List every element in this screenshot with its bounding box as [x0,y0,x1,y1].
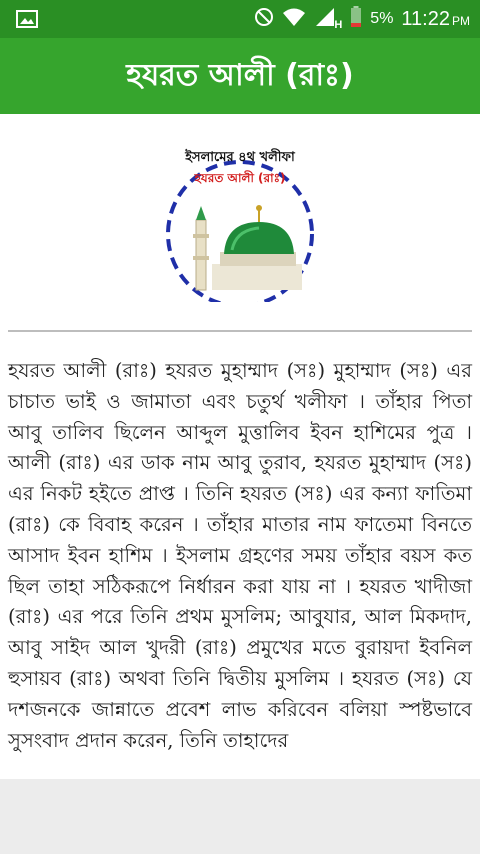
content-scroll-area[interactable] [0,114,480,779]
do-not-disturb-icon [254,7,274,32]
wifi-icon [282,7,306,32]
clock-am-pm: PM [452,13,470,28]
bottom-blank-area [0,779,480,854]
divider [8,330,472,332]
network-type-label: H [334,19,343,31]
clock [401,8,470,31]
battery-low-icon [350,6,362,33]
image-icon [16,10,38,28]
clock-time: 11:22 [401,7,450,30]
page-title: হযরত আলী (রাঃ) [126,57,354,93]
logo-caption-line2: হযরত আলী (রাঃ) [194,171,286,185]
article-body: হযরত আলী (রাঃ) হযরত মুহাম্মাদ (সঃ) মুহাম্মাদ (সঃ) এর চাচাত ভাই ও জামাতা এবং চতুর্থ খলীফা । তাঁহার পিতা আবু তালিব ছিলেন আব্দুল মুত্তালিব ইবন হাশিমের পুত্র । আলী (রাঃ) এর ডাক নাম আবু তুরাব, হযরত মুহাম্মাদ (সঃ) এর নিকট হইতে প্রাপ্ত । তিনি হযরত (সঃ) এর কন্যা ফাতিমা (রাঃ) কে বিবাহ করেন । তাঁহার মাতার নাম ফাতেমা বিনতে আসাদ ইবন হাশিম । ইসলাম গ্রহণের সময় তাঁহার বয়স কত ছিল তাহা সঠিকরূপে নির্ধারন করা যায় না । হযরত খাদীজা (রাঃ) এর পরে তিনি প্রথম মুসলিম; আবুযার, আল মিকদাদ, আবু সাইদ আল খুদরী (রাঃ) প্রমুখের মতে বুরায়দা ইবনিল হুসায়ব (রাঃ) অথবা তিনি দ্বিতীয় মুসলিম । হযরত (সঃ) যে দশজনকে জান্নাতে প্রবেশ লাভ করিবেন বলিয়া স্পষ্টভাবে সুসংবাদ প্রদান করেন, তিনি তাহাদের [8,359,472,752]
app-bar [0,38,480,114]
logo-caption-line1: ইসলামের ৪থ খলীফা [185,150,295,165]
status-bar [0,0,480,38]
header-logo [160,142,320,302]
battery-percent: 5% [370,10,394,27]
